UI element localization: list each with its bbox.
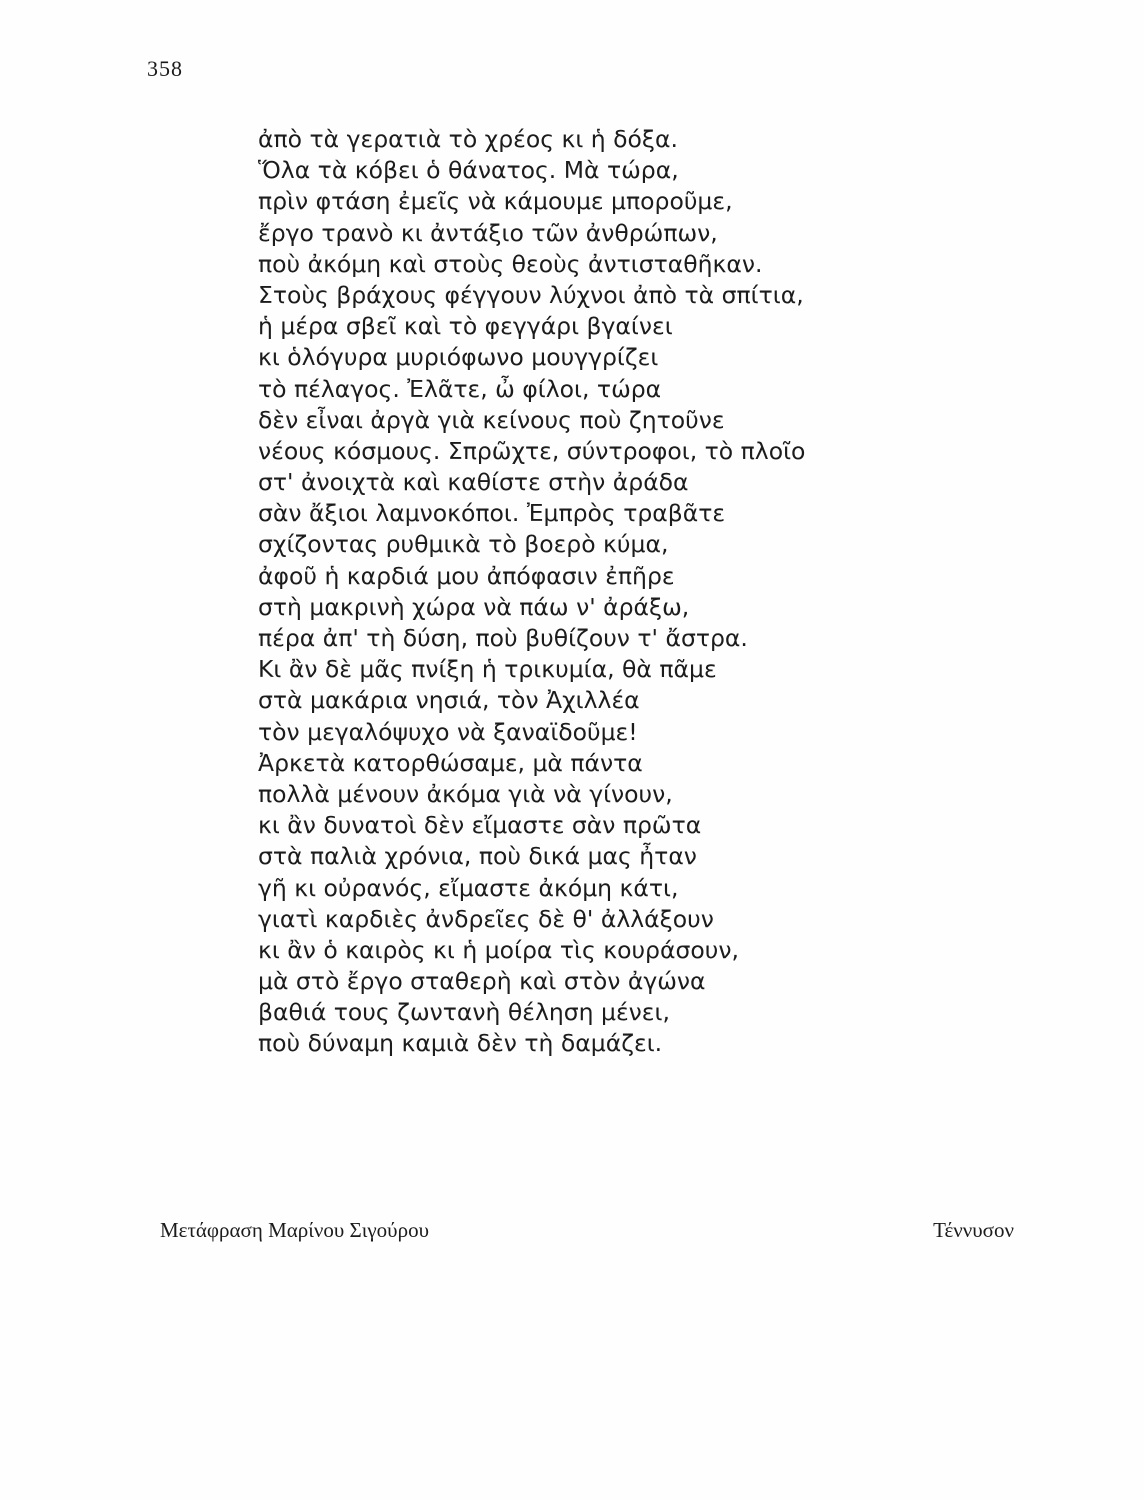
poem-line: μὰ στὸ ἔργο σταθερὴ καὶ στὸν ἀγώνα: [258, 967, 706, 996]
poem-line: ποὺ ἀκόμη καὶ στοὺς θεοὺς ἀντισταθῆκαν.: [258, 249, 763, 278]
poem-line: Κι ἂν δὲ μᾶς πνίξη ἡ τρικυμία, θὰ πᾶμε: [258, 655, 717, 684]
page-number: 358: [147, 56, 183, 81]
poem-line: στὰ μακάρια νησιά, τὸν Ἀχιλλέα: [258, 686, 640, 715]
author-name: Τέννυσον: [933, 1218, 1014, 1242]
poem-line: Ἀρκετὰ κατορθώσαμε, μὰ πάντα: [258, 748, 643, 777]
poem-line: ἀπὸ τὰ γερατιὰ τὸ χρέος κι ἡ δόξα.: [258, 125, 678, 153]
poem-line: ποὺ δύναμη καμιὰ δὲν τὴ δαμάζει.: [258, 1029, 663, 1058]
poem-line: κι ἂν ὁ καιρὸς κι ἡ μοίρα τὶς κουράσουν,: [258, 935, 739, 964]
poem-line: Ὅλα τὰ κόβει ὁ θάνατος. Μὰ τώρα,: [258, 156, 679, 185]
translator-credit: Μετάφραση Μαρίνου Σιγούρου: [160, 1218, 429, 1242]
poem-line: Στοὺς βράχους φέγγουν λύχνοι ἀπὸ τὰ σπίτια,: [258, 280, 804, 309]
poem-line: δὲν εἶναι ἀργὰ γιὰ κείνους ποὺ ζητοῦνε: [258, 405, 725, 434]
poem-line: νέους κόσμους. Σπρῶχτε, σύντροφοι, τὸ πλοῖο: [258, 436, 806, 465]
poem-text: [258, 124, 805, 1060]
poem-line: στὴ μακρινὴ χώρα νὰ πάω ν' ἀράξω,: [258, 592, 690, 621]
poem-line: τὸν μεγαλόψυχο νὰ ξαναϊδοῦμε!: [258, 717, 638, 746]
poem-line: σχίζοντας ρυθμικὰ τὸ βοερὸ κύμα,: [258, 530, 669, 559]
poem-line: βαθιά τους ζωντανὴ θέληση μένει,: [258, 998, 670, 1027]
poem-line: ἔργο τρανὸ κι ἀντάξιο τῶν ἀνθρώπων,: [258, 218, 718, 247]
poem-line: πρὶν φτάση ἐμεῖς νὰ κάμουμε μποροῦμε,: [258, 187, 733, 216]
poem-line: κι ὁλόγυρα μυριόφωνο μουγγρίζει: [258, 343, 659, 372]
poem-line: σὰν ἄξιοι λαμνοκόποι. Ἐμπρὸς τραβᾶτε: [258, 499, 726, 528]
poem-line: πολλὰ μένουν ἀκόμα γιὰ νὰ γίνουν,: [258, 779, 673, 808]
poem-line: ἡ μέρα σβεῖ καὶ τὸ φεγγάρι βγαίνει: [258, 312, 673, 341]
poem-line: κι ἂν δυνατοὶ δὲν εἴμαστε σὰν πρῶτα: [258, 811, 702, 840]
poem-line: τὸ πέλαγος. Ἐλᾶτε, ὦ φίλοι, τώρα: [258, 374, 662, 403]
poem-line: στ' ἀνοιχτὰ καὶ καθίστε στὴν ἀράδα: [258, 468, 689, 497]
poem-line: πέρα ἀπ' τὴ δύση, ποὺ βυθίζουν τ' ἄστρα.: [258, 624, 748, 652]
poem-line: γῆ κι οὐρανός, εἴμαστε ἀκόμη κάτι,: [258, 873, 679, 902]
poem-line: ἀφοῦ ἡ καρδιά μου ἀπόφασιν ἐπῆρε: [258, 561, 675, 590]
poem-line: στὰ παλιὰ χρόνια, ποὺ δικά μας ἦταν: [258, 842, 697, 871]
poem-line: γιατὶ καρδιὲς ἀνδρεῖες δὲ θ' ἀλλάξουν: [258, 904, 714, 933]
